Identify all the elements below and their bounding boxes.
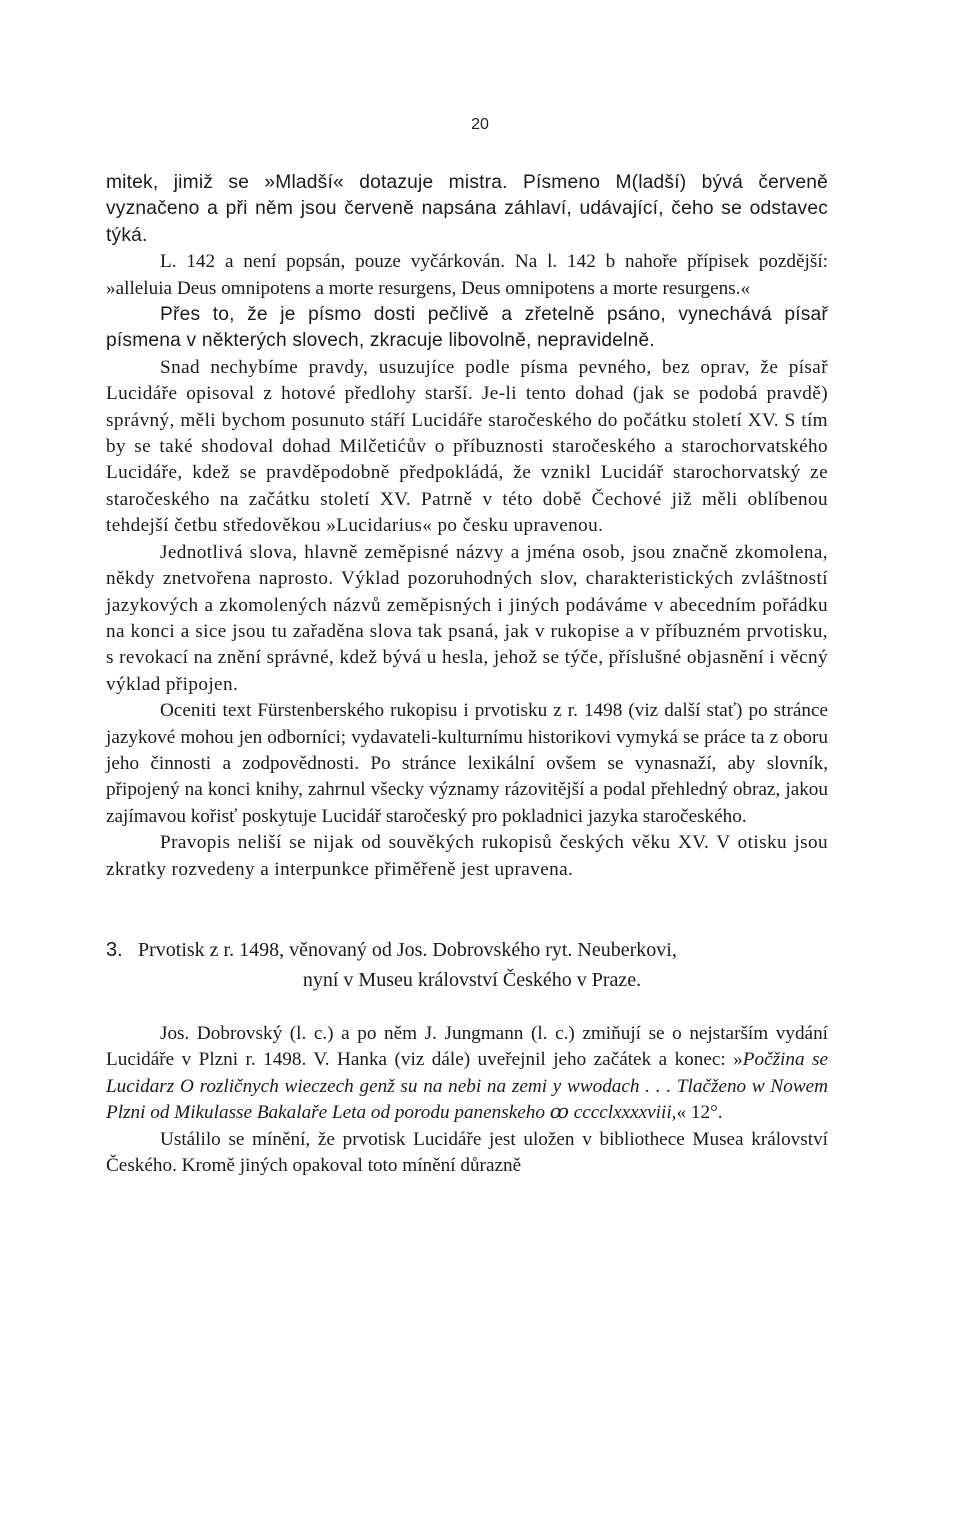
paragraph-4: Snad nechybíme pravdy, usuzujíce podle písma pevného, bez oprav, že písař Lucidáře opisoval z hotové předlohy starší. Je-li tento dohad (jak se podobá pravdě) správný, měli bychom posunuto stáří Lucidáře staročeského do počátku století XV. S tím by se také shodoval dohad Milčetićův o příbuznosti staročeského a starochorvatského Lucidáře, kdež se pravděpodobně předpokládá, že vznikl Lucidář starochorvatský ze staročeského na začátku století XV. Patrně v této době Čechové již měli oblíbenou tehdejší četbu středověkou »Lucidarius« po česku upravenou. [106,356,828,537]
paragraph-5: Jednotlivá slova, hlavně zeměpisné názvy a jména osob, jsou značně zkomolena, někdy znetvořena naprosto. Výklad pozoruhodných slov, charakteristických zvláštností jazykových a zkomolených názvů zeměpisných i jiných podáváme v abecedním pořádku na konci a sice jsou tu zařaděna slova tak psaná, jak v rukopise a v příbuzném prvotisku, s revokací na znění správné, kdež bývá u hesla, jehož se týče, příslušné objasnění i věcný výklad připojen. [106,541,828,695]
paragraph-6: Oceniti text Fürstenberského rukopisu i prvotisku z r. 1498 (viz další stať) po stránce jazykové mohou jen odborníci; vydavateli-kulturnímu historikovi vymyká se práce ta z oboru jeho činnosti a zodpovědnosti. Po stránce lexikální ovšem se vynasnaží, aby slovník, připojený na konci knihy, zahrnul všecky významy rázovitější a podal přehledný obraz, jakou zajímavou kořisť poskytuje Lucidář staročeský pro pokladnici jazyka staročeského. [106,700,828,827]
paragraph-3: Přes to, že je písmo dosti pečlivě a zřetelně psáno, vynechává písař písmena v některých slovech, zkracuje libovolně, nepravidelně. [106,304,828,352]
section-number: 3. [106,938,123,961]
paragraph-8-end: « 12°. [676,1102,723,1124]
paragraph-8-start: Jos. Dobrovský (l. c.) a po něm J. Jungmann (l. c.) zmiňují se o nejstarším vydání Lucidáře v Plzni r. 1498. V. Hanka (viz dále) uveřejnil jeho začátek a konec: » [106,1022,828,1071]
section-heading [106,935,828,995]
paragraph-8 [106,1021,828,1127]
paragraph-9: Ustálilo se mínění, že prvotisk Lucidáře jest uložen v bibliothece Musea království Českého. Kromě jiných opakoval toto mínění důrazně [106,1128,828,1176]
section-title-line-2: nyní v Museu království Českého v Praze. [302,968,642,991]
page-number: 20 [471,116,489,133]
page-body [106,170,828,1179]
paragraph-1: mitek, jimiž se »Mladší« dotazuje mistra. Písmeno M(ladší) bývá červeně vyznačeno a při něm jsou červeně napsána záhlaví, udávající, čeho se odstavec týká. [106,172,828,246]
paragraph-2: L. 142 a není popsán, pouze vyčárkován. Na l. 142 b nahoře přípisek pozdější: »alleluia Deus omnipotens a morte resurgens, Deus omnipotens a morte resurgens.« [106,251,828,299]
section-heading-line-1 [106,935,828,965]
paragraph-8-quote: Počžina se Lucidarz O rozličnych wieczech genž su na nebi na zemi y wwodach . . . Tlačženo w Nowem Plzni od Mikulasse Bakalaře Leta od porodu panenskeho ꝏ cccclxxxxviii, [106,1049,828,1124]
section-title-line-1: Prvotisk z r. 1498, věnovaný od Jos. Dobrovského ryt. Neuberkovi, [138,938,677,961]
paragraph-7: Pravopis neliší se nijak od souvěkých rukopisů českých věku XV. V otisku jsou zkratky rozvedeny a interpunkce přiměřeně jest upravena. [106,832,828,880]
